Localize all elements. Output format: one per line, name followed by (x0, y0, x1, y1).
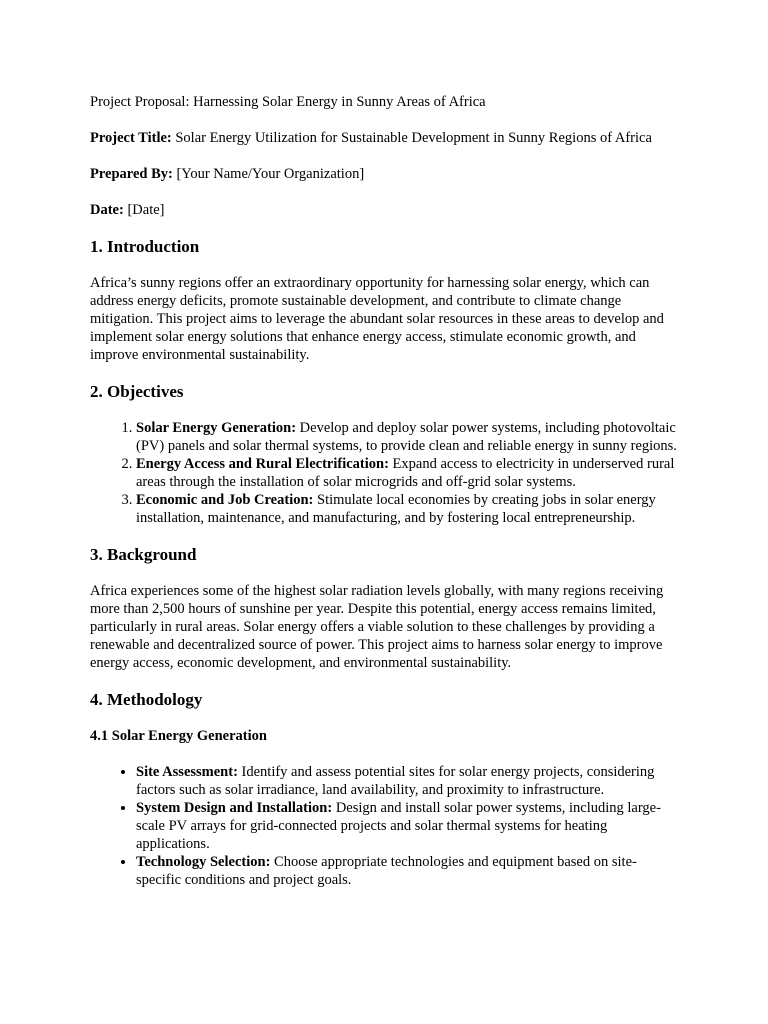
methodology-label: System Design and Installation: (136, 800, 333, 816)
project-title-value: Solar Energy Utilization for Sustainable Development in Sunny Regions of Africa (171, 130, 652, 146)
objective-item (136, 455, 680, 491)
introduction-heading: 1. Introduction (90, 237, 200, 256)
methodology-label: Technology Selection: (136, 854, 271, 870)
objective-text: Stimulate local economies by creating jobs in solar energy installation, maintenance, and manufacturing, and by fostering local entrepreneurship. (136, 492, 656, 526)
methodology-text: Design and install solar power systems, including large-scale PV arrays for grid-connected projects and solar thermal systems for heating applications. (136, 800, 661, 852)
project-title-label: Project Title: (90, 130, 172, 146)
document-page (90, 93, 680, 907)
objective-item (136, 491, 680, 527)
methodology-item (136, 853, 680, 889)
background-text: Africa experiences some of the highest solar radiation levels globally, with many regions receiving more than 2,500 hours of sunshine per year. Despite this potential, energy access remains limited, particularly in rural areas. Solar energy offers a viable solution to these challenges by providing a renewable and decentralized source of power. This project aims to harness solar energy to improve energy access, economic development, and environmental sustainability. (90, 583, 664, 671)
prepared-by-line (90, 165, 680, 183)
objectives-heading: 2. Objectives (90, 382, 184, 401)
methodology-label: Site Assessment: (136, 764, 238, 780)
document-heading: Project Proposal: Harnessing Solar Energy in Sunny Areas of Africa (90, 94, 486, 110)
date-line (90, 201, 680, 219)
objective-label: Economic and Job Creation: (136, 492, 314, 508)
prepared-by-value: [Your Name/Your Organization] (172, 166, 365, 182)
objectives-list (90, 419, 680, 527)
methodology-list (90, 763, 680, 889)
methodology-text: Identify and assess potential sites for solar energy projects, considering factors such as solar irradiance, land availability, and proximity to infrastructure. (136, 764, 655, 798)
date-label: Date: (90, 202, 124, 218)
background-heading: 3. Background (90, 545, 197, 564)
objective-text: Expand access to electricity in underserved rural areas through the installation of solar microgrids and off-grid solar systems. (136, 456, 675, 490)
prepared-by-label: Prepared By: (90, 166, 173, 182)
methodology-subheading: 4.1 Solar Energy Generation (90, 728, 267, 744)
methodology-text: Choose appropriate technologies and equipment based on site-specific conditions and project goals. (136, 854, 637, 888)
objective-text: Develop and deploy solar power systems, including photovoltaic (PV) panels and solar thermal systems, to provide clean and reliable energy in sunny regions. (136, 420, 677, 454)
methodology-item (136, 799, 680, 853)
methodology-heading: 4. Methodology (90, 690, 203, 709)
date-value: [Date] (123, 202, 165, 218)
objective-label: Solar Energy Generation: (136, 420, 297, 436)
methodology-item (136, 763, 680, 799)
introduction-text: Africa’s sunny regions offer an extraordinary opportunity for harnessing solar energy, which can address energy deficits, promote sustainable development, and contribute to climate change mitigation. This project aims to leverage the abundant solar resources in these areas to develop and implement solar energy solutions that enhance energy access, stimulate economic growth, and improve environmental sustainability. (90, 275, 664, 363)
objective-label: Energy Access and Rural Electrification: (136, 456, 389, 472)
objective-item (136, 419, 680, 455)
project-title-line (90, 129, 680, 147)
